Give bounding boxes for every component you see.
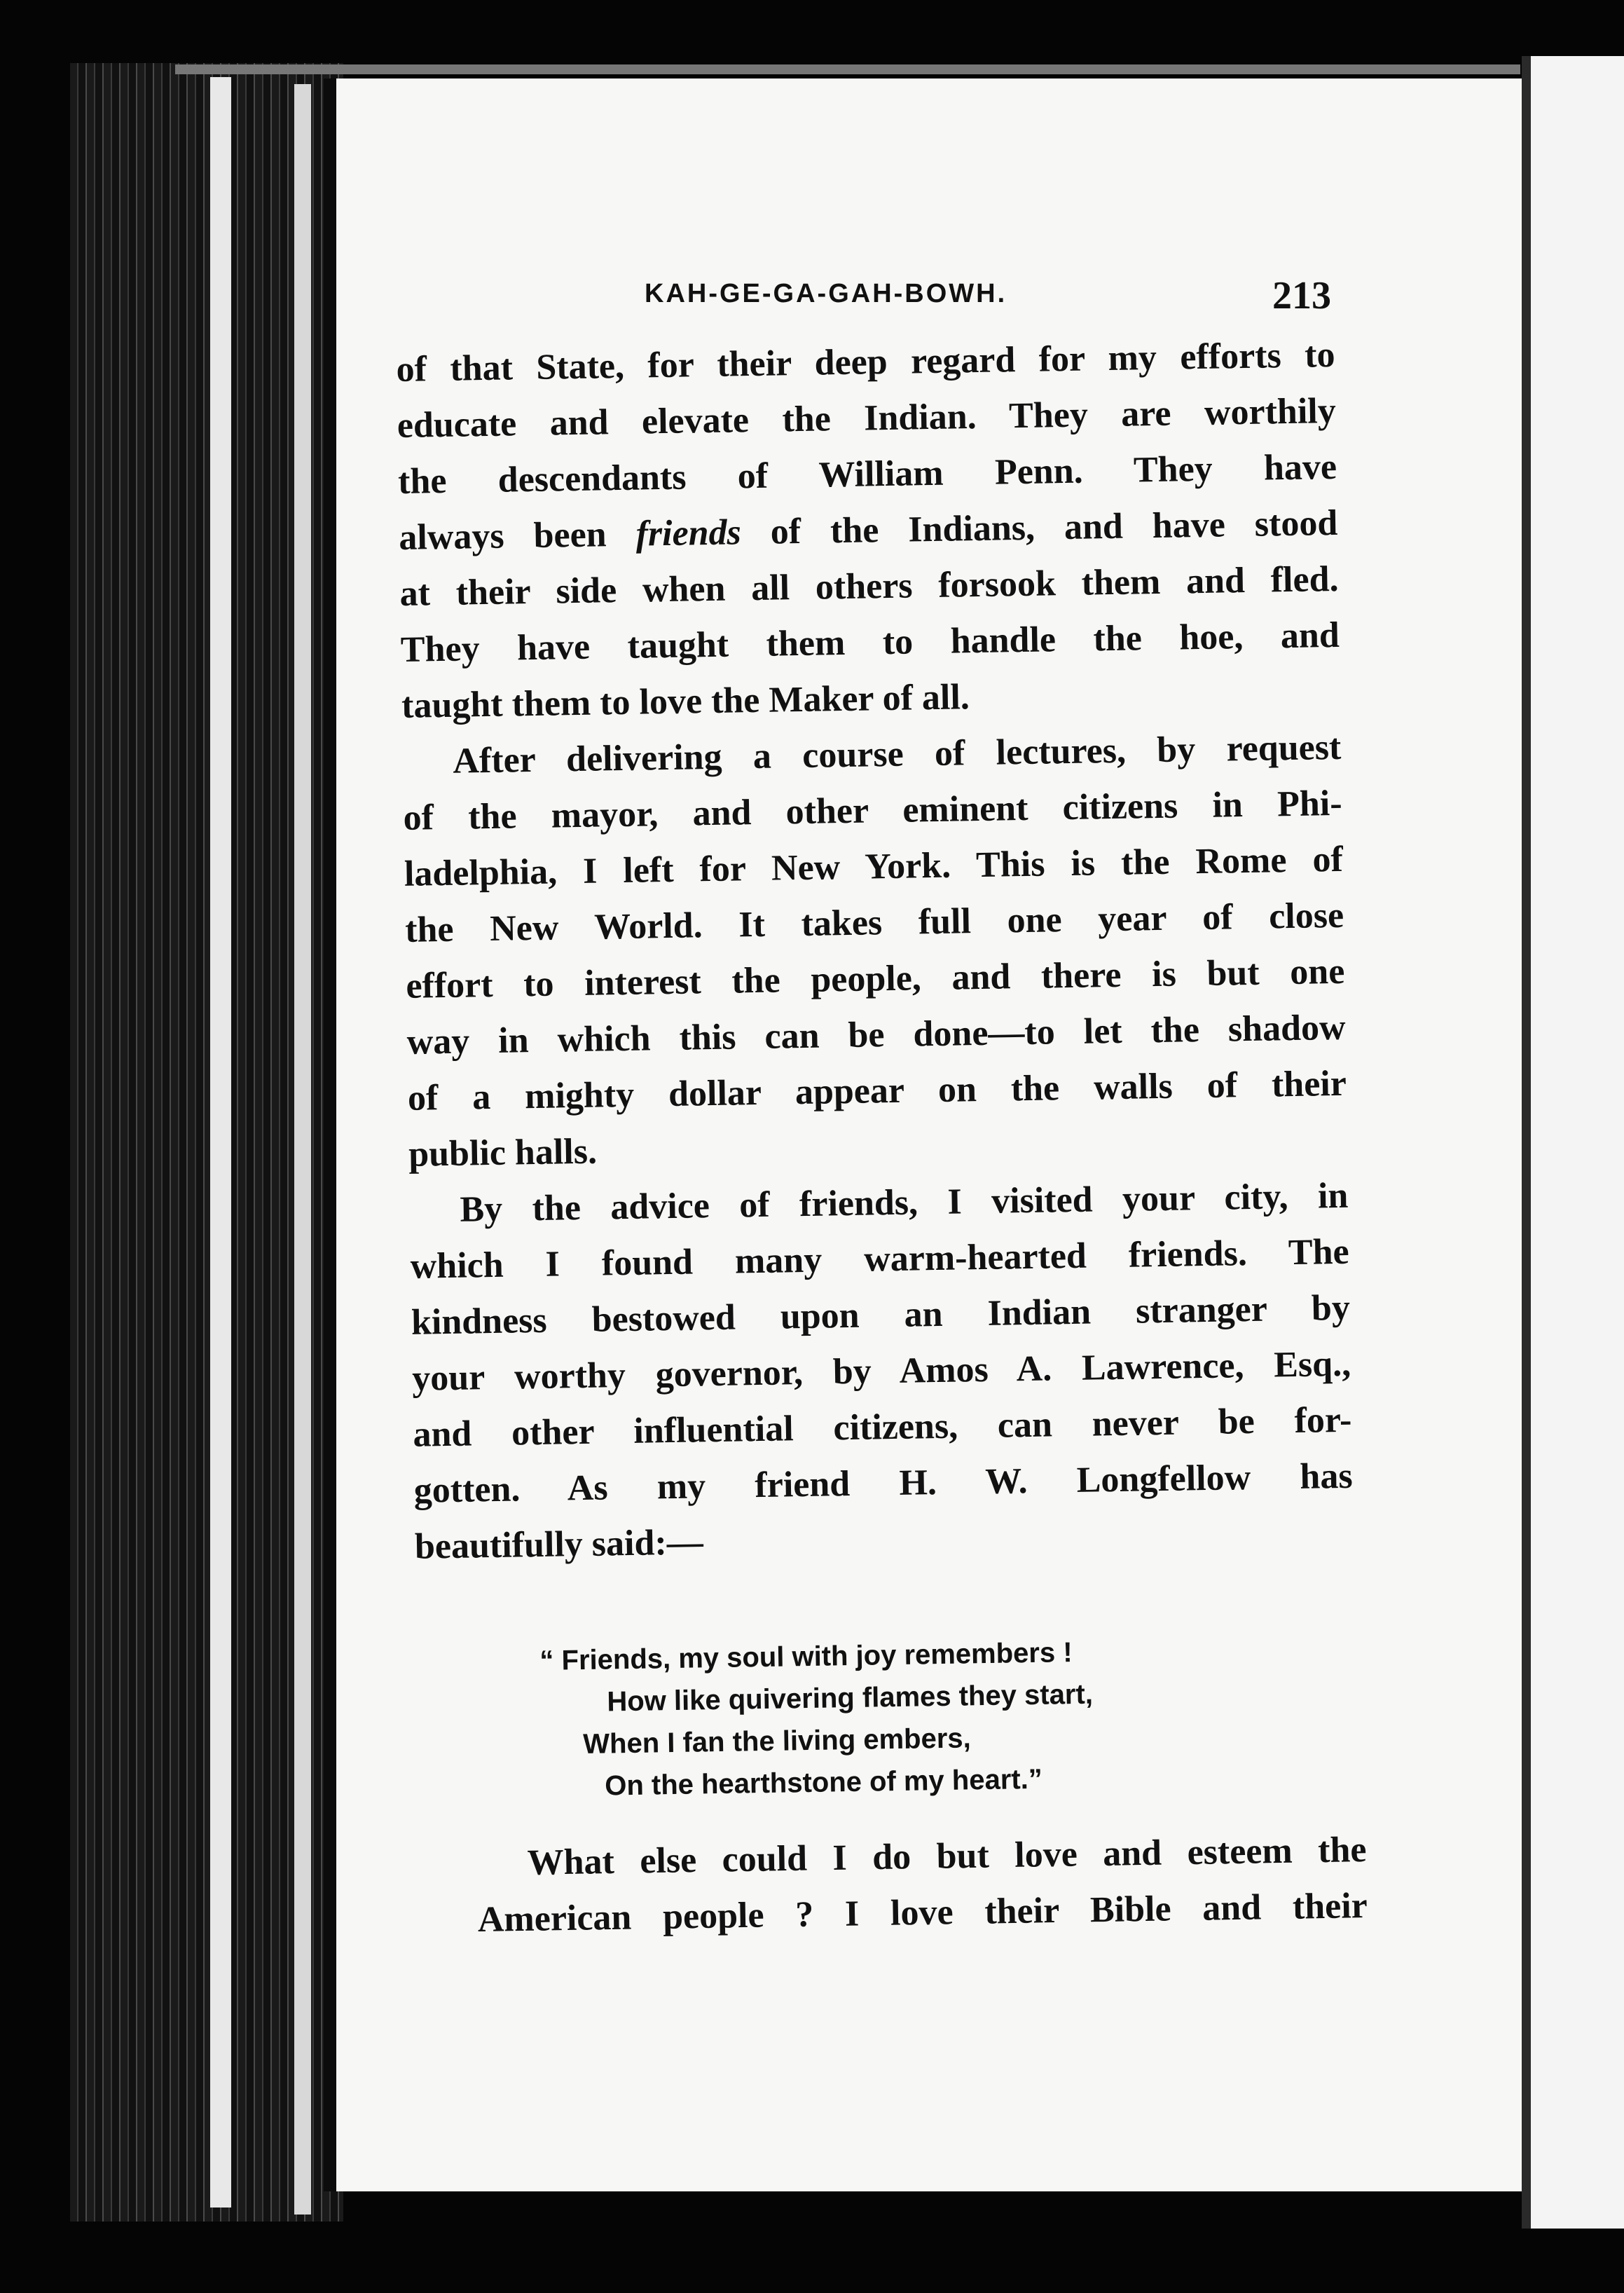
closing-text-block — [476, 1822, 1368, 1948]
main-text-block — [396, 327, 1354, 1575]
text-line: your worthy governor, by Amos A. Lawrence, Esq., — [411, 1343, 1351, 1399]
text-fragment: of the Indians, and have stood — [770, 502, 1338, 552]
text-line: which I found many warm-hearted friends. The — [410, 1231, 1350, 1287]
text-line: and other influential citizens, can never be for- — [413, 1399, 1352, 1455]
text-line: By the advice of friends, I visited your city, in — [460, 1175, 1349, 1230]
page-shadow-edge — [324, 78, 336, 2191]
book-gutter — [1522, 56, 1532, 2229]
text-line: at their side when all others forsook them and fled. — [399, 559, 1339, 614]
page-header — [645, 273, 1331, 315]
italic-word: friends — [635, 512, 742, 554]
text-line: the New World. It takes full one year of close — [404, 895, 1344, 950]
text-line: of a mighty dollar appear on the walls of their — [407, 1063, 1347, 1118]
text-line: public halls. — [408, 1131, 598, 1175]
text-line: educate and elevate the Indian. They are worthily — [397, 390, 1337, 446]
text-line: American people ? I love their Bible and their — [477, 1886, 1368, 1940]
text-line: of that State, for their deep regard for my efforts to — [396, 334, 1335, 390]
verse-line: How like quivering flames they start, — [607, 1678, 1094, 1718]
text-line: They have taught them to handle the hoe, and — [400, 615, 1340, 670]
text-line: ladelphia, I left for New York. This is the Rome of — [404, 839, 1344, 894]
text-line: effort to interest the people, and there is but one — [405, 951, 1345, 1006]
verse-line: “ Friends, my soul with joy remembers ! — [539, 1637, 1073, 1676]
text-line: kindness bestowed upon an Indian stranger by — [411, 1287, 1351, 1343]
verse-line: When I fan the living embers, — [583, 1723, 972, 1760]
text-line: taught them to love the Maker of all. — [401, 677, 970, 726]
text-line: of the mayor, and other eminent citizens in Phi- — [403, 783, 1342, 838]
text-line: the descendants of William Penn. They have — [397, 446, 1337, 502]
verse-quotation — [539, 1631, 1094, 1808]
page-edge-strip — [294, 84, 311, 2215]
verse-line: On the hearthstone of my heart.” — [604, 1763, 1043, 1802]
text-line: What else could I do but love and esteem the — [527, 1830, 1367, 1883]
facing-page-sliver — [1531, 56, 1624, 2229]
top-page-edge — [175, 64, 1520, 74]
text-line: gotten. As my friend H. W. Longfellow has — [413, 1456, 1354, 1511]
running-head: KAH-GE-GA-GAH-BOWH. — [645, 279, 1007, 308]
text-line: way in which this can be done—to let the shadow — [406, 1007, 1346, 1062]
text-line: After delivering a course of lectures, by request — [452, 727, 1342, 781]
page-number: 213 — [1272, 274, 1331, 317]
text-fragment: always been — [398, 514, 607, 558]
text-line: beautifully said:— — [414, 1522, 704, 1567]
page-edge-strip — [210, 77, 231, 2208]
